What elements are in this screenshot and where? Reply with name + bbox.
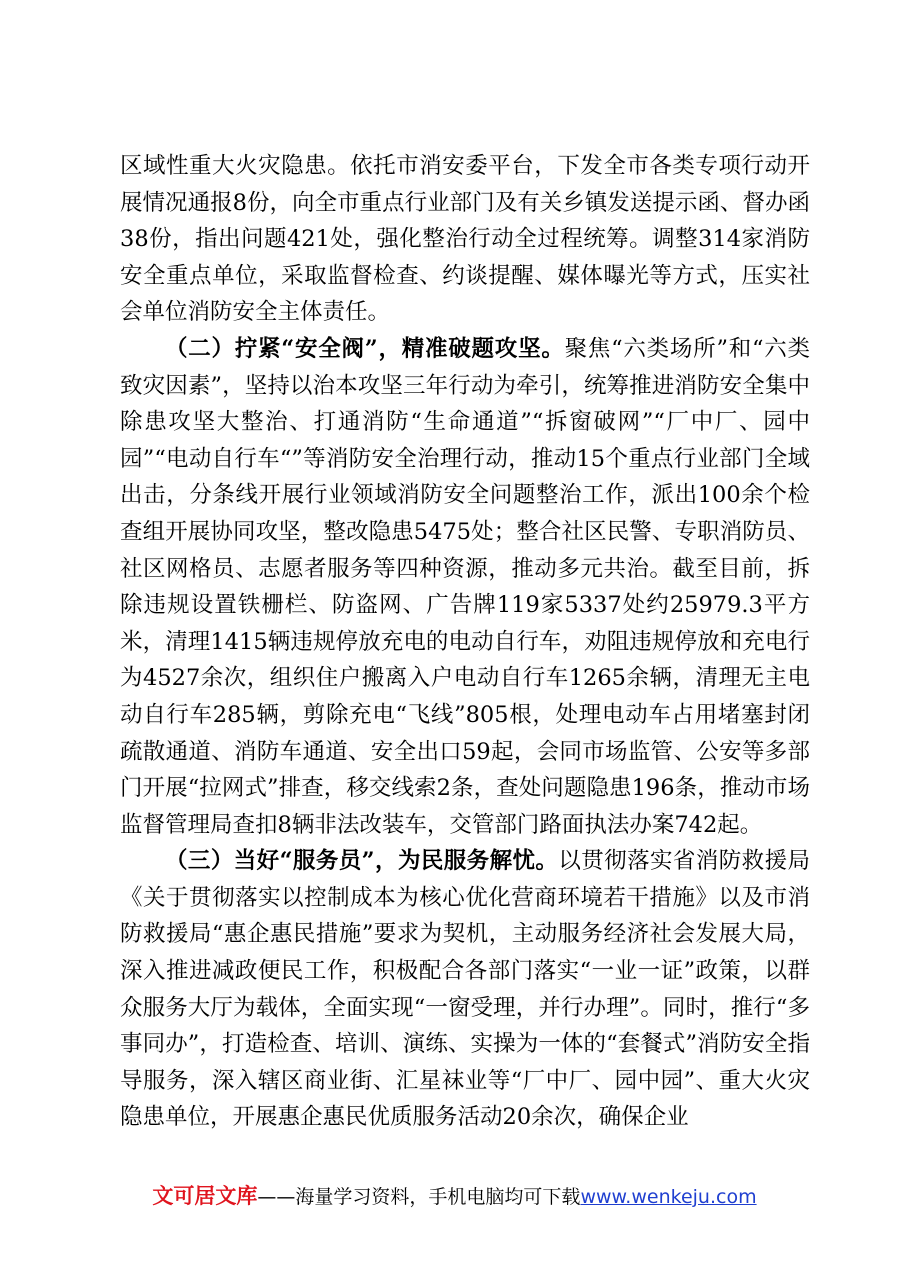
footer-url-link[interactable]: www.wenkeju.com — [580, 1186, 757, 1208]
paragraph-1-text: 区域性重大火灾隐患。依托市消安委平台，下发全市各类专项行动开展情况通报8份，向全市重点行业部门及有关乡镇发送提示函、督办函38份，指出问题421处，强化整治行动全过程统筹。调整314家消防安全重点单位，采取监督检查、约谈提醒、媒体曝光等方式，压实社会单位消防安全主体责任。 — [120, 153, 810, 326]
paragraph-1 — [120, 148, 810, 331]
footer-slogan: ——海量学习资料，手机电脑均可下载 — [257, 1186, 581, 1208]
paragraph-2-text: 聚焦“六类场所”和“六类致灾因素”，坚持以治本攻坚三年行动为牵引，统筹推进消防安全集中除患攻坚大整治、打通消防“生命通道”“拆窗破网”“厂中厂、园中园”“电动自行车“”等消防安全治理行动，推动15个重点行业部门全域出击，分条线开展行业领域消防安全问题整治工作，派出100余个检查组开展协同攻坚，整改隐患5475处；整合社区民警、专职消防员、社区网格员、志愿者服务等四种资源，推动多元共治。截至目前，拆除违规设置铁栅栏、防盗网、广告牌119家5337处约25979.3平方米，清理1415辆违规停放充电的电动自行车，劝阻违规停放和充电行为4527余次，组织住户搬离入户电动自行车1265余辆，清理无主电动自行车285辆，剪除充电“飞线”805根，处理电动车占用堵塞封闭疏散通道、消防车通道、安全出口59起，会同市场监管、公安等多部门开展“拉网式”排查，移交线索2条，查处问题隐患196条，推动市场监督管理局查扣8辆非法改装车，交管部门路面执法办案742起。 — [120, 335, 810, 838]
paragraph-3 — [120, 843, 810, 1136]
footer-brand: 文可居文库 — [152, 1184, 258, 1208]
document-body — [120, 148, 810, 1136]
paragraph-2-lead: （二）拧紧“安全阀”，精准破题攻坚。 — [165, 335, 565, 362]
footer-banner — [0, 1180, 909, 1213]
paragraph-3-text: 以贯彻落实省消防救援局《关于贯彻落实以控制成本为核心优化营商环境若干措施》以及市消防救援局“惠企惠民措施”要求为契机，主动服务经济社会发展大局，深入推进减政便民工作，积极配合各部门落实“一业一证”政策，以群众服务大厅为载体，全面实现“一窗受理，并行办理”。同时，推行“多事同办”，打造检查、培训、演练、实操为一体的“套餐式”消防安全指导服务，深入辖区商业街、汇星袜业等“厂中厂、园中园”、重大火灾隐患单位，开展惠企惠民优质服务活动20余次，确保企业 — [120, 848, 810, 1131]
paragraph-3-lead: （三）当好“服务员”，为民服务解忧。 — [165, 848, 559, 875]
paragraph-2 — [120, 331, 810, 843]
